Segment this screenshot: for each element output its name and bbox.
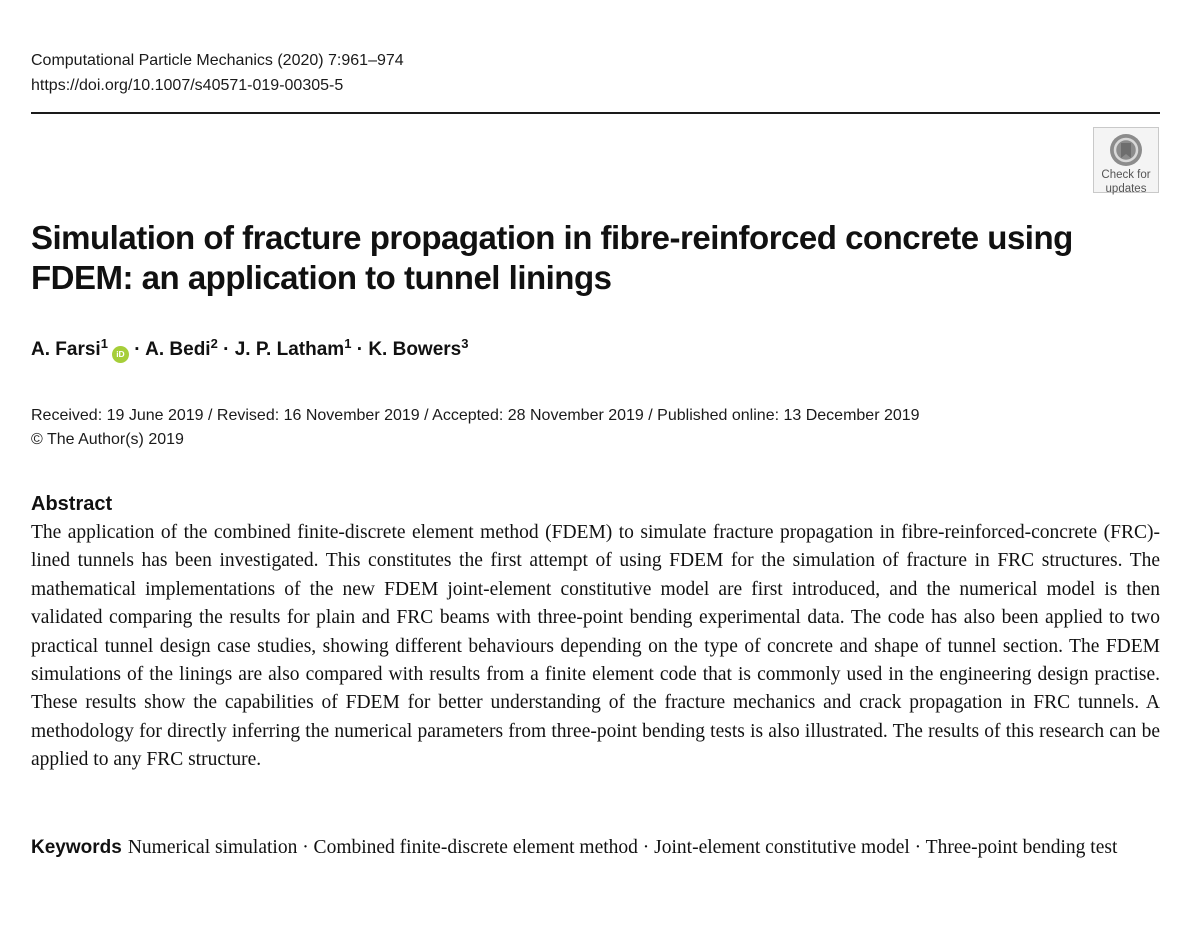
keywords-label: Keywords (31, 837, 122, 858)
author-affiliation: 3 (461, 336, 469, 351)
header-divider (31, 112, 1160, 114)
author-name: J. P. Latham (234, 339, 345, 360)
abstract-heading: Abstract (31, 493, 113, 515)
author-affiliation: 1 (100, 336, 108, 351)
badge-line-1: Check for (1101, 169, 1151, 181)
author-list (31, 338, 468, 363)
abstract-text: The application of the combined finite-discrete element method (FDEM) to simulate fracture propagation in fibre-reinforced-concrete (FRC)-lined tunnels has been investigated. This constitutes the first attempt of using FDEM for the simulation of fracture in FRC structures. The mathematical implementations of the new FDEM joint-element constitutive model are first introduced, and the numerical model is then validated comparing the results for plain and FRC beams with three-point bending experimental data. The code has also been applied to two practical tunnel design case studies, showing different behaviours depending on the type of concrete and shape of tunnel section. The FDEM simulations of the linings are also compared with results from a finite element code that is commonly used in the engineering design practise. These results show the capabilities of FDEM for better understanding of the fracture mechanics and crack propagation in FRC tunnels. A methodology for directly inferring the numerical parameters from three-point bending tests is also illustrated. The results of this research can be applied to any FRC structure. (31, 522, 1160, 771)
orcid-icon[interactable]: iD (112, 346, 129, 363)
check-for-updates-icon (1109, 133, 1143, 167)
paper-title: Simulation of fracture propagation in fibre-reinforced concrete using FDEM: an application to tunnel linings (31, 219, 1073, 296)
author-name: K. Bowers (368, 339, 462, 360)
journal-reference: Computational Particle Mechanics (2020) 7:961–974 (31, 52, 404, 69)
author-separator: · (134, 339, 141, 360)
author-name: A. Farsi (31, 339, 101, 360)
publication-dates: Received: 19 June 2019 / Revised: 16 November 2019 / Accepted: 28 November 2019 / Published online: 13 December 2019 (31, 407, 920, 424)
keywords-text: Numerical simulation · Combined finite-discrete element method · Joint-element constitutive model · Three-point bending test (127, 837, 1118, 858)
author-separator: · (223, 339, 230, 360)
copyright-notice: © The Author(s) 2019 (31, 431, 184, 448)
doi-link[interactable]: https://doi.org/10.1007/s40571-019-00305-5 (31, 77, 344, 94)
keywords-section (31, 834, 1160, 862)
check-for-updates-badge[interactable] (1093, 127, 1159, 193)
author-affiliation: 1 (344, 336, 352, 351)
badge-line-2: updates (1105, 183, 1147, 195)
author-separator: · (356, 339, 364, 360)
author-name: A. Bedi (145, 339, 211, 360)
author-affiliation: 2 (210, 336, 218, 351)
